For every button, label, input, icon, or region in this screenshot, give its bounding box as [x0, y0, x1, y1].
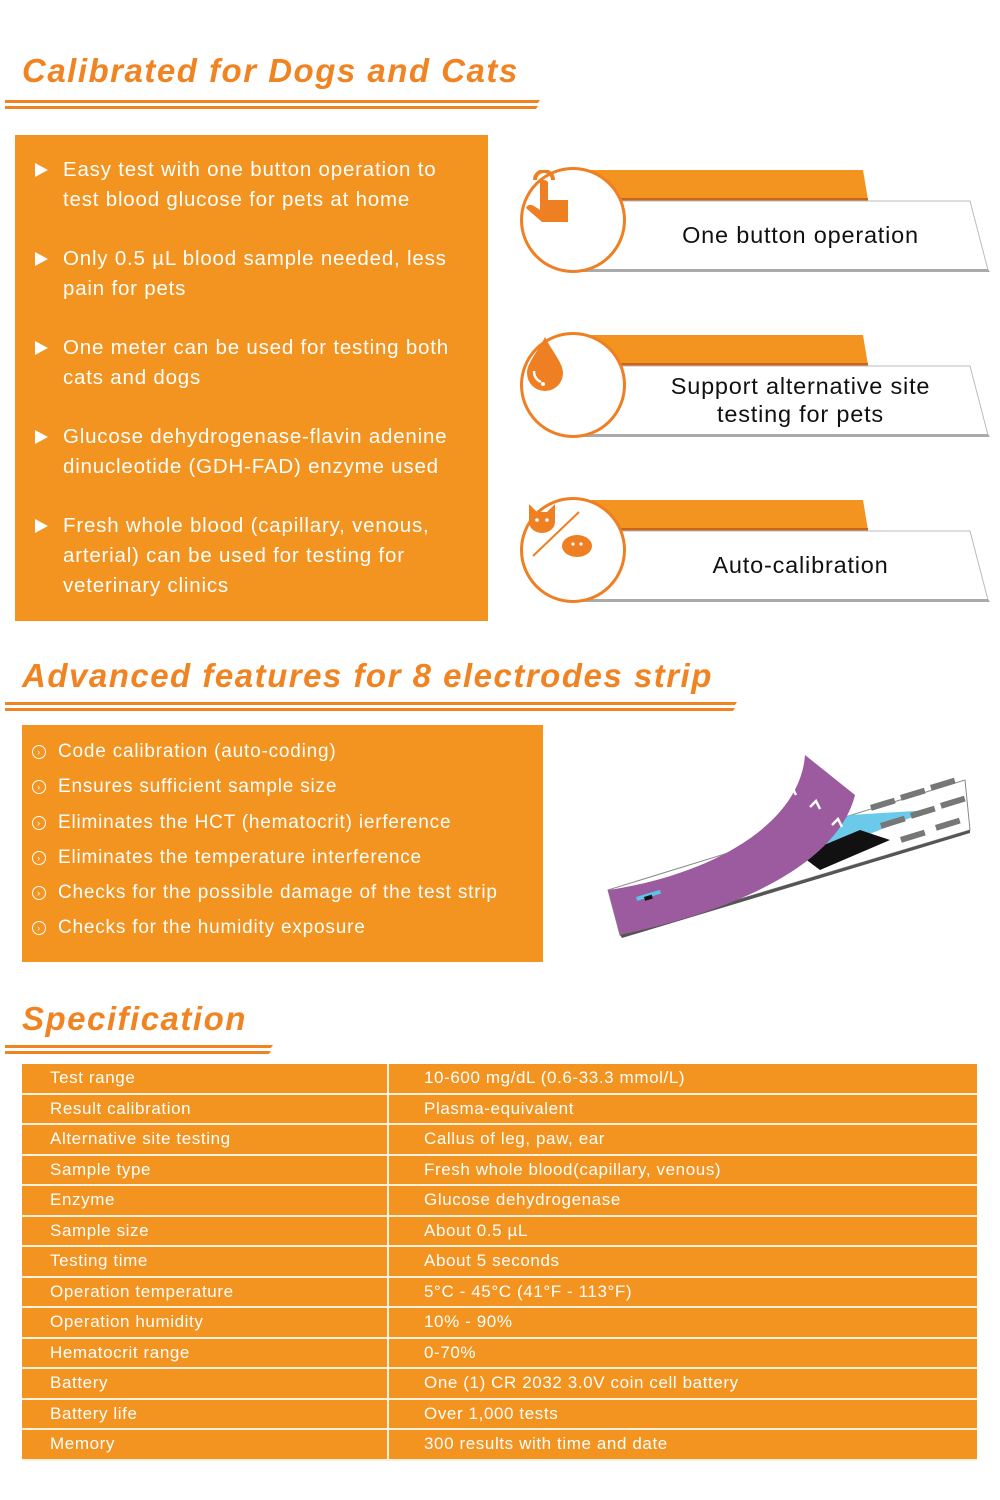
- feature-label: [628, 530, 973, 600]
- table-row: [22, 1094, 977, 1125]
- benefit-item: [15, 333, 478, 393]
- advanced-feature-text: Eliminates the HCT (hematocrit) ierference: [58, 811, 452, 833]
- table-row: [22, 1399, 977, 1430]
- spec-value: 10% - 90%: [388, 1307, 977, 1338]
- benefit-text: test blood glucose for pets at home: [63, 188, 411, 211]
- spec-value: 10-600 mg/dL (0.6-33.3 mmol/L): [388, 1064, 977, 1094]
- spec-value: Over 1,000 tests: [388, 1399, 977, 1430]
- spec-name: Battery life: [22, 1399, 388, 1430]
- test-strip-illustration: [600, 745, 980, 945]
- advanced-feature-item: [22, 878, 543, 913]
- spec-name: Memory: [22, 1429, 388, 1460]
- spec-name: Test range: [22, 1064, 388, 1094]
- triangle-bullet-icon: [35, 252, 48, 266]
- cat-dog-icon: [520, 497, 626, 603]
- spec-name: Enzyme: [22, 1185, 388, 1216]
- advanced-feature-text: Code calibration (auto-coding): [58, 741, 337, 762]
- benefit-text: arterial) can be used for testing for: [63, 544, 405, 567]
- benefit-text: veterinary clinics: [63, 574, 229, 597]
- feature-label: [628, 365, 973, 435]
- feature-label-line: Auto-calibration: [712, 552, 889, 578]
- triangle-bullet-icon: [35, 341, 48, 355]
- circle-chevron-icon: ›: [32, 921, 46, 935]
- spec-name: Sample type: [22, 1155, 388, 1186]
- circle-chevron-icon: ›: [32, 816, 46, 830]
- blood-drop-icon: [520, 332, 626, 438]
- title-underline: [5, 98, 540, 110]
- table-row: [22, 1185, 977, 1216]
- spec-name: Result calibration: [22, 1094, 388, 1125]
- spec-name: Sample size: [22, 1216, 388, 1247]
- advanced-feature-item: [22, 808, 543, 843]
- spec-value: Glucose dehydrogenase: [388, 1185, 977, 1216]
- benefit-text: Glucose dehydrogenase-flavin adenine: [63, 425, 448, 448]
- benefit-item: [15, 155, 478, 215]
- spec-name: Alternative site testing: [22, 1124, 388, 1155]
- feature-label-line: One button operation: [682, 222, 919, 248]
- spec-value: Fresh whole blood(capillary, venous): [388, 1155, 977, 1186]
- advanced-feature-item: [22, 843, 543, 878]
- feature-card: [518, 500, 993, 610]
- section-title-calibrated: Calibrated for Dogs and Cats: [22, 52, 519, 89]
- spec-value: 0-70%: [388, 1338, 977, 1369]
- spec-name: Operation temperature: [22, 1277, 388, 1308]
- advanced-feature-item: [22, 913, 543, 948]
- circle-chevron-icon: ›: [32, 745, 46, 759]
- triangle-bullet-icon: [35, 163, 48, 177]
- spec-value: About 0.5 µL: [388, 1216, 977, 1247]
- advanced-feature-item: [22, 772, 543, 807]
- advanced-feature-text: Ensures sufficient sample size: [58, 776, 338, 798]
- benefit-item: [15, 511, 478, 601]
- circle-chevron-icon: ›: [32, 886, 46, 900]
- spec-name: Hematocrit range: [22, 1338, 388, 1369]
- spec-value: Callus of leg, paw, ear: [388, 1124, 977, 1155]
- advanced-feature-text: Checks for the possible damage of the test strip: [58, 882, 498, 904]
- feature-label: [628, 200, 973, 270]
- hand-pointer-icon: [520, 167, 626, 273]
- spec-name: Battery: [22, 1368, 388, 1399]
- advanced-feature-text: Eliminates the temperature interference: [58, 846, 422, 868]
- benefit-text: Easy test with one button operation to: [63, 158, 437, 181]
- feature-label-line: testing for pets: [717, 401, 884, 427]
- triangle-bullet-icon: [35, 430, 48, 444]
- benefit-text: Fresh whole blood (capillary, venous,: [63, 514, 430, 537]
- feature-card: [518, 335, 993, 445]
- table-row: [22, 1246, 977, 1277]
- spec-value: 5°C - 45°C (41°F - 113°F): [388, 1277, 977, 1308]
- advanced-feature-item: [22, 737, 543, 772]
- spec-name: Operation humidity: [22, 1307, 388, 1338]
- table-row: [22, 1064, 977, 1094]
- benefit-text: cats and dogs: [63, 366, 202, 389]
- advanced-features-box: [22, 725, 543, 962]
- spec-value: Plasma-equivalent: [388, 1094, 977, 1125]
- benefit-text: One meter can be used for testing both: [63, 336, 449, 359]
- feature-label-line: Support alternative site: [670, 373, 931, 399]
- benefit-item: [15, 244, 478, 304]
- circle-chevron-icon: ›: [32, 851, 46, 865]
- benefit-text: pain for pets: [63, 277, 187, 300]
- benefit-item: [15, 422, 478, 482]
- title-underline: [5, 700, 737, 712]
- table-row: [22, 1216, 977, 1247]
- benefit-text: Only 0.5 µL blood sample needed, less: [63, 247, 447, 270]
- table-row: [22, 1338, 977, 1369]
- table-row: [22, 1429, 977, 1460]
- feature-card: [518, 170, 993, 280]
- table-row: [22, 1368, 977, 1399]
- table-row: [22, 1307, 977, 1338]
- spec-value: 300 results with time and date: [388, 1429, 977, 1460]
- title-underline: [5, 1043, 273, 1055]
- circle-chevron-icon: ›: [32, 780, 46, 794]
- triangle-bullet-icon: [35, 519, 48, 533]
- benefits-box: [15, 135, 488, 621]
- advanced-feature-text: Checks for the humidity exposure: [58, 917, 366, 939]
- spec-value: One (1) CR 2032 3.0V coin cell battery: [388, 1368, 977, 1399]
- spec-name: Testing time: [22, 1246, 388, 1277]
- table-row: [22, 1124, 977, 1155]
- table-row: [22, 1155, 977, 1186]
- benefit-text: dinucleotide (GDH-FAD) enzyme used: [63, 455, 439, 478]
- section-title-advanced: Advanced features for 8 electrodes strip: [22, 657, 713, 694]
- spec-value: About 5 seconds: [388, 1246, 977, 1277]
- section-title-specification: Specification: [22, 1000, 247, 1037]
- table-row: [22, 1277, 977, 1308]
- specification-table: [22, 1064, 977, 1461]
